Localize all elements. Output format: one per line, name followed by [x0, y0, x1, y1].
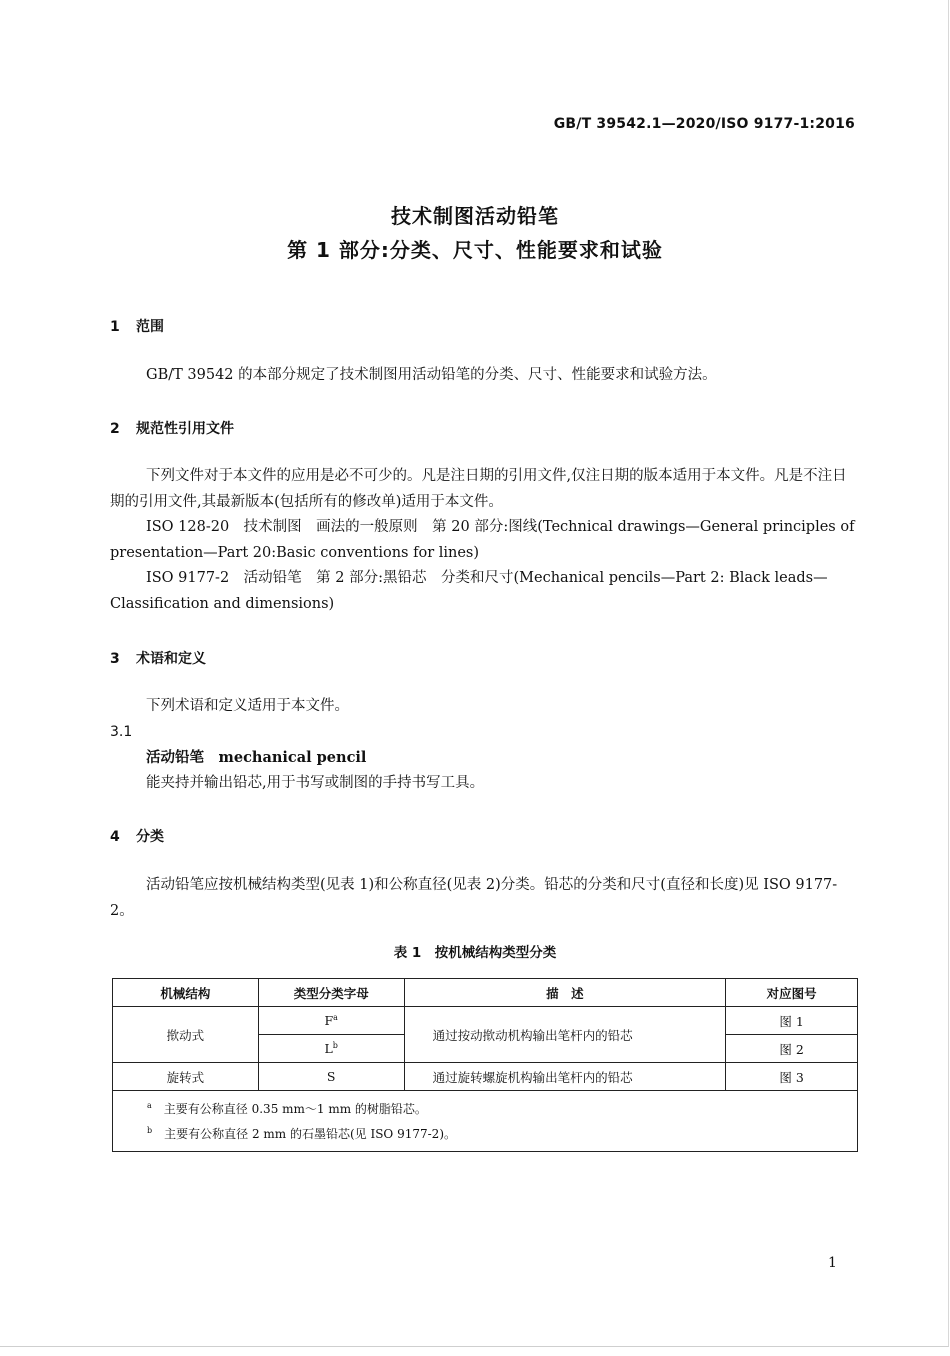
table-1: [112, 978, 858, 1152]
header-figure: 对应图号: [726, 979, 858, 1007]
section-2-heading: 2 规范性引用文件: [110, 421, 234, 437]
header-type-letter: 类型分类字母: [258, 979, 404, 1007]
section-3-heading: 3 术语和定义: [110, 651, 206, 667]
page-number: 1: [828, 1255, 837, 1271]
reference-iso-9177-2: ISO 9177-2 活动铅笔 第 2 部分:黑铅芯 分类和尺寸(Mechanical pencils—Part 2: Black leads—Classification and dimensions): [110, 570, 828, 612]
term-mechanical-pencil: 活动铅笔 mechanical pencil: [146, 749, 367, 766]
section-3-intro: 下列术语和定义适用于本文件。: [146, 698, 349, 714]
reference-iso-128-20: ISO 128-20 技术制图 画法的一般原则 第 20 部分:图线(Technical drawings—General principles of presentation—Part 20:Basic conventions for lines): [110, 519, 855, 561]
cell-figure-2: 图 2: [726, 1035, 858, 1063]
table-1-caption: 表 1 按机械结构类型分类: [393, 945, 557, 961]
cell-figure-1: 图 1: [726, 1007, 858, 1035]
header-mechanism: 机械结构: [113, 979, 259, 1007]
title-line-1: 技术制图活动铅笔: [391, 204, 559, 228]
term-definition: 能夹持并输出铅芯,用于书写或制图的手持书写工具。: [146, 775, 485, 791]
title-line-2: 第 1 部分:分类、尺寸、性能要求和试验: [287, 238, 663, 262]
section-1-text: GB/T 39542 的本部分规定了技术制图用活动铅笔的分类、尺寸、性能要求和试验方法。: [146, 367, 717, 383]
table-notes-row: [113, 1091, 858, 1152]
cell-description-push: 通过按动揿动机构输出笔杆内的铅芯: [404, 1007, 726, 1063]
subsection-3-1-number: 3.1: [110, 724, 133, 740]
cell-mechanism-push: 揿动式: [113, 1007, 259, 1063]
cell-letter-f: $F^a$: [258, 1007, 404, 1035]
cell-description-rotary: 通过旋转螺旋机构输出笔杆内的铅芯: [404, 1063, 726, 1091]
table-note-b: $^b$ 主要有公称直径 2 mm 的石墨铅芯(见 ISO 9177-2)。: [147, 1126, 456, 1141]
table-header-row: [113, 979, 858, 1007]
table-note-a: $^a$ 主要有公称直径 0.35 mm～1 mm 的树脂铅芯。: [147, 1101, 427, 1116]
table-notes: [113, 1091, 858, 1152]
header-description: 描 述: [404, 979, 726, 1007]
table-row: [113, 1063, 858, 1091]
section-4-text: 活动铅笔应按机械结构类型(见表 1)和公称直径(见表 2)分类。铅芯的分类和尺寸(直径和长度)见 ISO 9177-2。: [110, 877, 838, 919]
cell-letter-l: $L^b$: [258, 1035, 404, 1063]
cell-letter-s: S: [258, 1063, 404, 1091]
table-row: [113, 1007, 858, 1035]
section-4-heading: 4 分类: [110, 829, 164, 845]
section-2-intro: 下列文件对于本文件的应用是必不可少的。凡是注日期的引用文件,仅注日期的版本适用于本文件。凡是不注日期的引用文件,其最新版本(包括所有的修改单)适用于本文件。: [110, 468, 847, 510]
standard-number: GB/T 39542.1—2020/ISO 9177-1:2016: [553, 116, 855, 132]
cell-mechanism-rotary: 旋转式: [113, 1063, 259, 1091]
section-1-heading: 1 范围: [110, 319, 164, 335]
cell-figure-3: 图 3: [726, 1063, 858, 1091]
